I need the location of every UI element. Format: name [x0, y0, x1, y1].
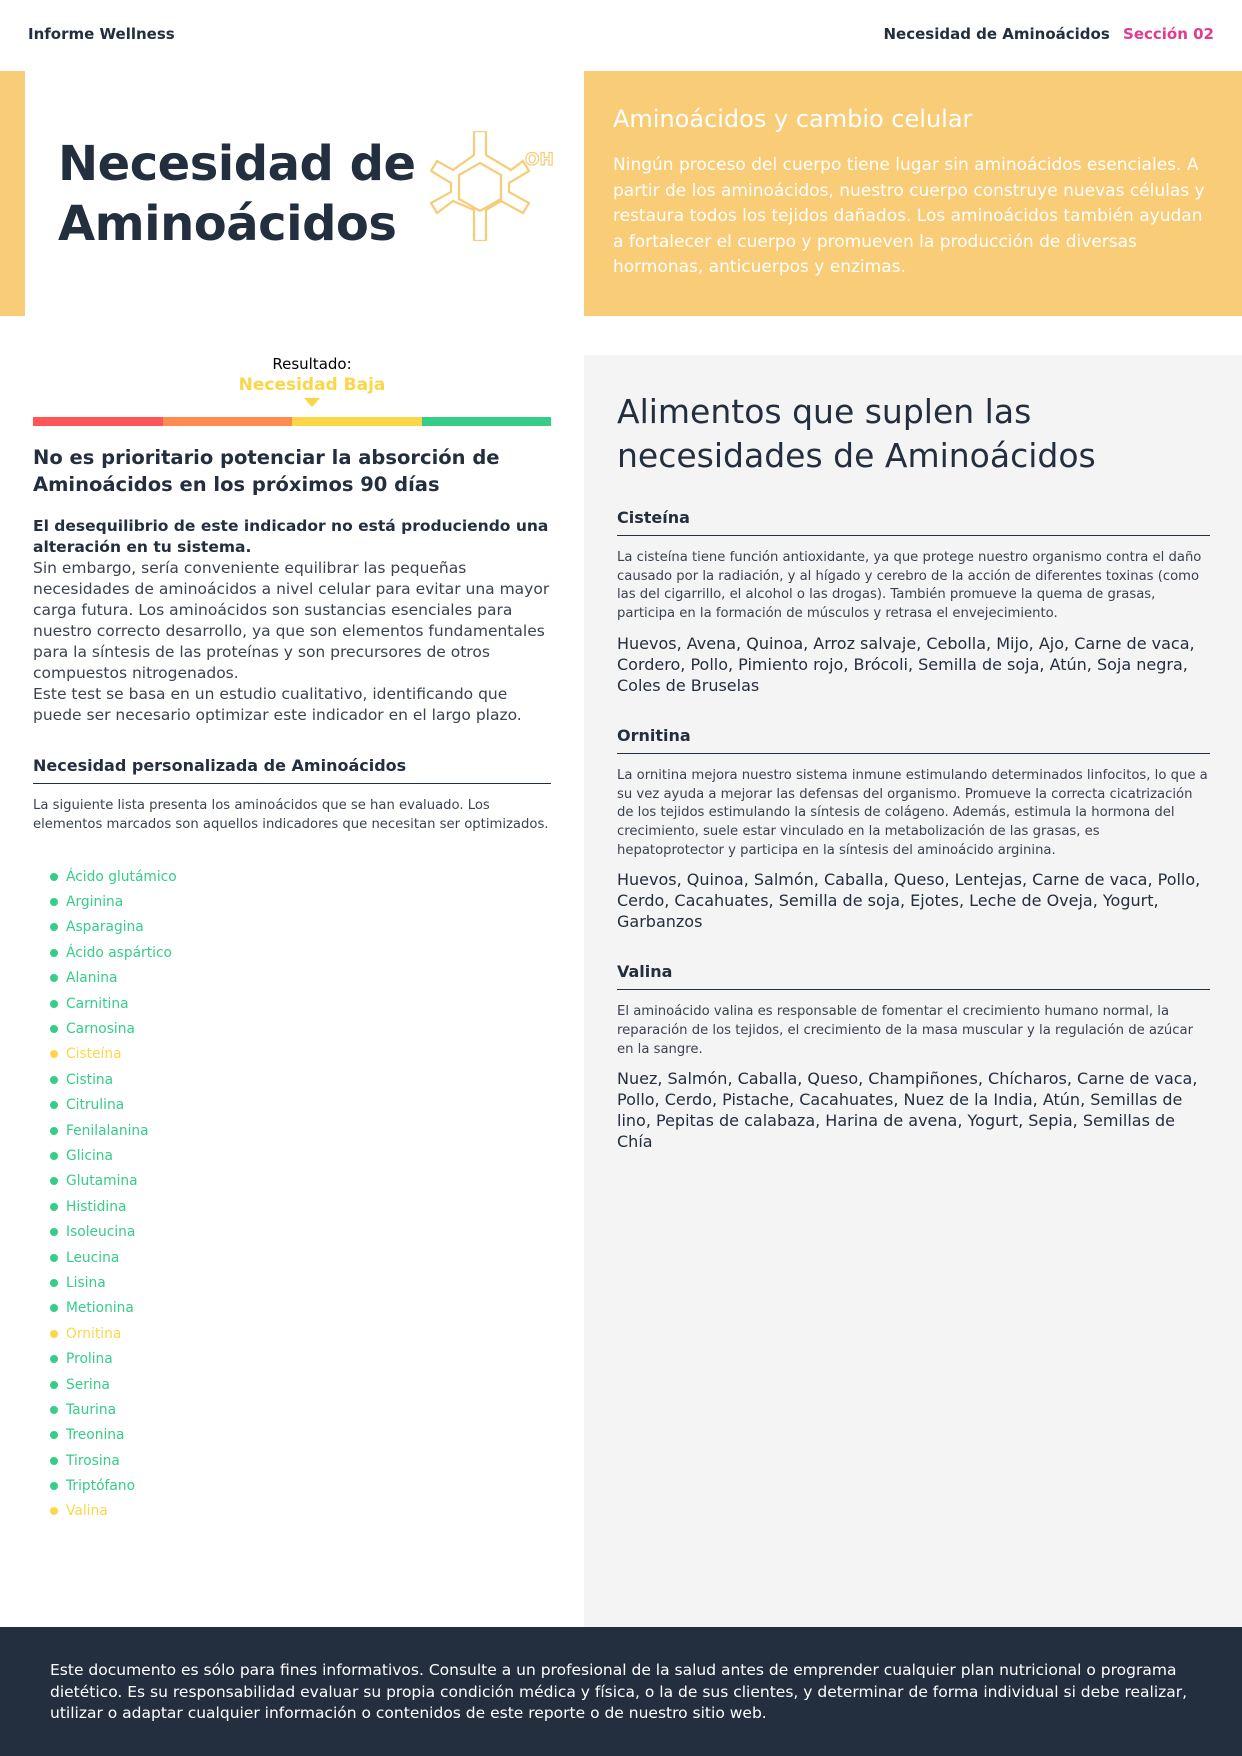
gauge-segment-none	[422, 417, 552, 426]
amino-acid-name: Triptófano	[66, 1478, 136, 1495]
amino-acid-item	[50, 966, 551, 991]
amino-acid-item	[50, 1296, 551, 1321]
page-title	[58, 134, 416, 254]
amino-acid-item	[50, 1194, 551, 1219]
amino-acid-item	[50, 991, 551, 1016]
summary-paragraph-1: Sin embargo, sería conveniente equilibrar las pequeñas necesidades de aminoácidos a nivel celular para evitar una mayor carga futura. Los aminoácidos son sustancias esenciales para nuestro correcto desarrollo, ya que son elementos fundamentales para la síntesis de las proteínas y son precursores de otros compuestos nitrogenados.	[33, 559, 550, 682]
page-title-line-1: Necesidad de	[58, 136, 416, 192]
amino-acid-name: Leucina	[66, 1249, 120, 1266]
amino-acid-list	[50, 864, 551, 1524]
personalized-title: Necesidad personalizada de Aminoácidos	[33, 756, 551, 784]
amino-acid-item	[50, 864, 551, 889]
amino-acid-name: Carnitina	[66, 995, 129, 1012]
amino-acid-name: Ornitina	[66, 1325, 122, 1342]
food-block-title: Cisteína	[617, 508, 1210, 536]
food-block-ornitina	[617, 726, 1210, 933]
amino-acid-name: Alanina	[66, 970, 118, 987]
amino-acid-name: Citrulina	[66, 1097, 125, 1114]
flagged-dot-icon	[50, 1507, 58, 1515]
ok-dot-icon	[50, 1177, 58, 1185]
gauge-segment-medium	[163, 417, 293, 426]
amino-acid-item	[50, 1219, 551, 1244]
amino-acid-item	[50, 1321, 551, 1346]
amino-acid-item	[50, 1042, 551, 1067]
ok-dot-icon	[50, 1254, 58, 1262]
amino-acid-name: Taurina	[66, 1401, 117, 1418]
summary-paragraph-2: Este test se basa en un estudio cualitativo, identificando que puede ser necesario optimizar este indicador en el largo plazo.	[33, 685, 522, 724]
flagged-dot-icon	[50, 1330, 58, 1338]
footer	[0, 1627, 1242, 1756]
amino-acid-item	[50, 1169, 551, 1194]
foods-column	[584, 355, 1242, 1627]
amino-acid-name: Isoleucina	[66, 1224, 136, 1241]
amino-acid-name: Serina	[66, 1376, 110, 1393]
amino-acid-name: Asparagina	[66, 919, 144, 936]
ok-dot-icon	[50, 873, 58, 881]
ok-dot-icon	[50, 1127, 58, 1135]
ok-dot-icon	[50, 1457, 58, 1465]
amino-acid-name: Ácido aspártico	[66, 944, 172, 961]
gauge-segment-low	[292, 417, 422, 426]
ok-dot-icon	[50, 1000, 58, 1008]
result-gauge	[33, 417, 551, 426]
amino-acid-item	[50, 940, 551, 965]
accent-bar	[0, 71, 25, 316]
food-block-description: La cisteína tiene función antioxidante, ya que protege nuestro organismo contra el daño causado por la radiación, y al hígado y cerebro de la acción de diferentes toxinas (como las del cigarrillo, el alcohol o las drogas). También promueve la quema de grasas, participa en la formación de músculos y retrasa el envejecimiento.	[617, 550, 1202, 622]
ok-dot-icon	[50, 1304, 58, 1312]
amino-acid-item	[50, 1093, 551, 1118]
amino-acid-item	[50, 1473, 551, 1498]
ok-dot-icon	[50, 1152, 58, 1160]
gauge-segment-high	[33, 417, 163, 426]
amino-acid-name: Ácido glutámico	[66, 868, 177, 885]
food-block-valina	[617, 962, 1210, 1152]
amino-acid-name: Carnosina	[66, 1021, 135, 1038]
summary-body	[33, 516, 551, 726]
amino-acid-item	[50, 1499, 551, 1524]
gauge-pointer-icon	[304, 398, 320, 407]
amino-acid-item	[50, 889, 551, 914]
summary-bold: El desequilibrio de este indicador no está produciendo una alteración en tu sistema.	[33, 517, 549, 556]
ok-dot-icon	[50, 1101, 58, 1109]
amino-acid-name: Glutamina	[66, 1173, 138, 1190]
personalized-intro: La siguiente lista presenta los aminoácidos que se han evaluado. Los elementos marcados son aquellos indicadores que necesitan ser optimizados.	[33, 798, 549, 832]
amino-acid-item	[50, 1423, 551, 1448]
info-panel	[584, 71, 1242, 316]
ok-dot-icon	[50, 923, 58, 931]
ok-dot-icon	[50, 1228, 58, 1236]
amino-acid-item	[50, 915, 551, 940]
page-title-line-2: Aminoácidos	[58, 196, 397, 252]
ok-dot-icon	[50, 949, 58, 957]
food-block-foods: Nuez, Salmón, Caballa, Queso, Champiñones, Chícharos, Carne de vaca, Pollo, Cerdo, Pistache, Cacahuates, Nuez de la India, Atún, Semillas de lino, Pepitas de calabaza, Harina de avena, Yogurt, Sepia, Semillas de Chía	[617, 1069, 1198, 1152]
flagged-dot-icon	[50, 1050, 58, 1058]
ok-dot-icon	[50, 898, 58, 906]
section-number: Sección 02	[1123, 25, 1214, 43]
ok-dot-icon	[50, 1482, 58, 1490]
ok-dot-icon	[50, 1203, 58, 1211]
amino-acid-name: Prolina	[66, 1351, 113, 1368]
info-title: Aminoácidos y cambio celular	[613, 105, 973, 133]
svg-text:OH: OH	[525, 150, 554, 170]
amino-acid-item	[50, 1372, 551, 1397]
ok-dot-icon	[50, 1355, 58, 1363]
amino-acid-name: Glicina	[66, 1147, 113, 1164]
amino-acid-item	[50, 1346, 551, 1371]
food-block-cisteina	[617, 508, 1210, 696]
molecule-oh-icon	[430, 131, 560, 241]
amino-acid-item	[50, 1143, 551, 1168]
ok-dot-icon	[50, 1025, 58, 1033]
ok-dot-icon	[50, 1381, 58, 1389]
info-text: Ningún proceso del cuerpo tiene lugar sin aminoácidos esenciales. A partir de los aminoácidos, nuestro cuerpo construye nuevas células y restaura todos los tejidos dañados. Los aminoácidos también ayudan a fortalecer el cuerpo y promueven la producción de diversas hormonas, anticuerpos y enzimas.	[613, 155, 1205, 277]
food-block-description: La ornitina mejora nuestro sistema inmune estimulando determinados linfocitos, lo que a su vez ayuda a mejorar las defensas del organismo. Promueve la correcta cicatrización de los tejidos estimulando la síntesis de colágeno. Además, estimula la hormona del crecimiento, suele estar vinculado en la metabolización de las grasas, es hepatoprotector y participa en la síntesis del aminoácido arginina.	[617, 767, 1208, 858]
amino-acid-name: Histidina	[66, 1198, 127, 1215]
foods-title: Alimentos que suplen las necesidades de Aminoácidos	[617, 392, 1096, 475]
amino-acid-item	[50, 1067, 551, 1092]
ok-dot-icon	[50, 1076, 58, 1084]
footer-disclaimer: Este documento es sólo para fines informativos. Consulte a un profesional de la salud antes de emprender cualquier plan nutricional o programa dietético. Es su responsabilidad evaluar su propia condición médica y física, o la de sus clientes, y determinar de forma individual si debe realizar, utilizar o adaptar cualquier información o contenidos de este reporte o de nuestro sitio web.	[50, 1661, 1188, 1722]
result-column	[33, 355, 551, 1524]
amino-acid-item	[50, 1016, 551, 1041]
ok-dot-icon	[50, 974, 58, 982]
food-block-foods: Huevos, Quinoa, Salmón, Caballa, Queso, Lentejas, Carne de vaca, Pollo, Cerdo, Cacahuates, Semilla de soja, Ejotes, Leche de Oveja, Yogurt, Garbanzos	[617, 870, 1201, 932]
section-name: Necesidad de Aminoácidos	[883, 25, 1110, 43]
ok-dot-icon	[50, 1279, 58, 1287]
amino-acid-name: Lisina	[66, 1274, 106, 1291]
amino-acid-name: Cistina	[66, 1071, 114, 1088]
amino-acid-item	[50, 1270, 551, 1295]
ok-dot-icon	[50, 1431, 58, 1439]
amino-acid-item	[50, 1397, 551, 1422]
section-indicator	[883, 25, 1214, 43]
amino-acid-name: Cisteína	[66, 1046, 122, 1063]
amino-acid-name: Tirosina	[66, 1452, 120, 1469]
amino-acid-name: Treonina	[66, 1427, 125, 1444]
amino-acid-item	[50, 1448, 551, 1473]
result-value: Necesidad Baja	[238, 375, 386, 395]
food-block-title: Ornitina	[617, 726, 1210, 754]
amino-acid-item	[50, 1118, 551, 1143]
food-block-foods: Huevos, Avena, Quinoa, Arroz salvaje, Cebolla, Mijo, Ajo, Carne de vaca, Cordero, Pollo, Pimiento rojo, Brócoli, Semilla de soja, Atún, Soja negra, Coles de Bruselas	[617, 633, 1195, 695]
brand-label: Informe Wellness	[28, 25, 175, 43]
ok-dot-icon	[50, 1406, 58, 1414]
summary-lead: No es prioritario potenciar la absorción de Aminoácidos en los próximos 90 días	[33, 446, 500, 496]
top-bar	[0, 0, 1242, 70]
result-label: Resultado:	[272, 355, 352, 373]
amino-acid-item	[50, 1245, 551, 1270]
hero-title-panel	[0, 71, 584, 316]
food-block-description: El aminoácido valina es responsable de fomentar el crecimiento humano normal, la reparación de los tejidos, el crecimiento de la masa muscular y la regulación de azúcar en la sangre.	[617, 1004, 1194, 1057]
amino-acid-name: Metionina	[66, 1300, 134, 1317]
amino-acid-name: Valina	[66, 1503, 108, 1520]
amino-acid-name: Arginina	[66, 894, 124, 911]
food-block-title: Valina	[617, 962, 1210, 990]
amino-acid-name: Fenilalanina	[66, 1122, 149, 1139]
